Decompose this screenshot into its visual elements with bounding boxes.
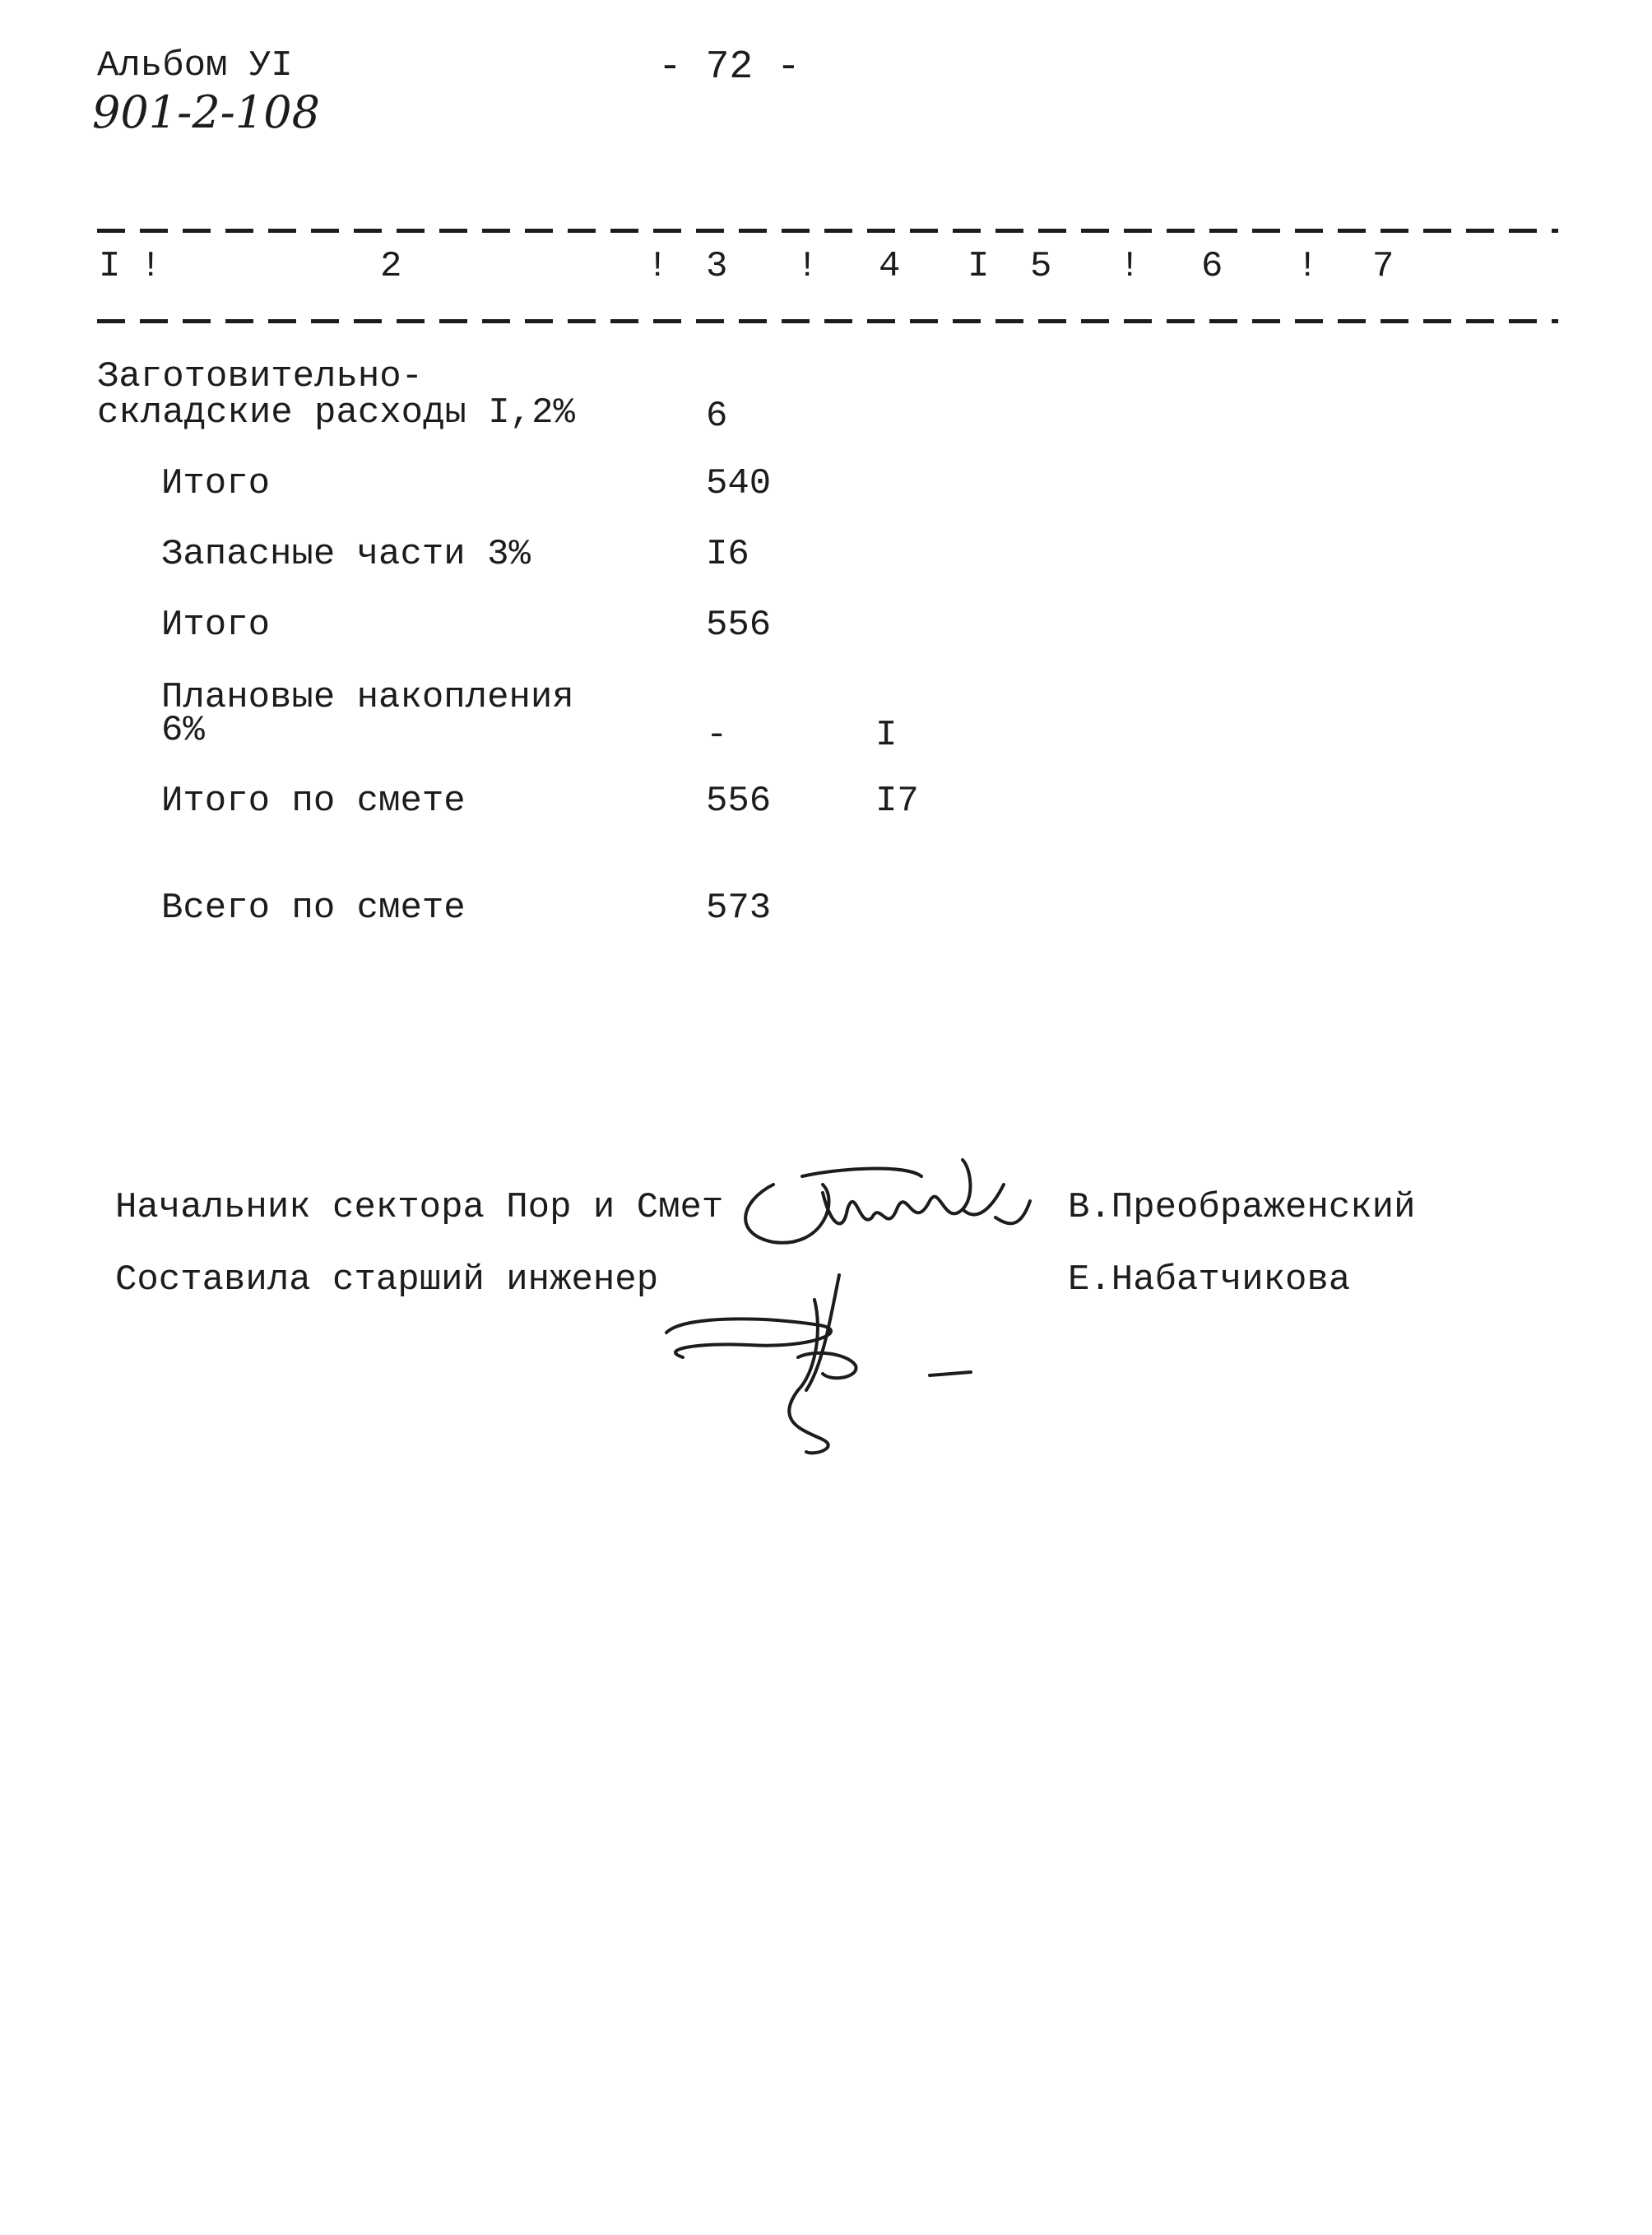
row-label: Итого xyxy=(161,463,271,504)
row-label: Плановые накопления xyxy=(161,677,574,718)
album-code-handwritten: 901-2-108 xyxy=(92,86,320,138)
row-label: Итого xyxy=(161,605,271,646)
table-top-rule xyxy=(97,229,1558,233)
signatory-title: Начальник сектора Пор и Смет xyxy=(115,1187,724,1228)
column-header: 2 xyxy=(380,246,402,287)
row-label: 6% xyxy=(161,710,205,751)
column-header: 7 xyxy=(1372,246,1394,287)
row-value-col3: 556 xyxy=(706,605,772,646)
row-value-col4: I7 xyxy=(875,781,919,822)
column-separator: ! xyxy=(647,246,669,287)
handwritten-signature-2 xyxy=(650,1267,946,1456)
column-separator: ! xyxy=(140,246,162,287)
row-label: Всего по смете xyxy=(161,888,466,929)
row-value-col3: 573 xyxy=(706,888,772,929)
column-separator: ! xyxy=(796,246,819,287)
column-header: 5 xyxy=(1030,246,1052,287)
column-header: 4 xyxy=(879,246,901,287)
column-separator: ! xyxy=(1119,246,1141,287)
album-label: Альбом УI xyxy=(97,45,293,86)
row-value-col3: 6 xyxy=(706,396,728,437)
row-value-col3: 540 xyxy=(706,463,772,504)
row-label: Заготовительно- xyxy=(97,356,424,397)
column-header: 3 xyxy=(706,246,728,287)
table-header-bottom-rule xyxy=(97,319,1558,323)
column-header: 6 xyxy=(1201,246,1223,287)
column-separator: ! xyxy=(1297,246,1319,287)
row-value-col3: I6 xyxy=(706,534,749,575)
row-value-col3: 556 xyxy=(706,781,772,822)
row-value-col4: I xyxy=(875,715,898,756)
row-label: складские расходы I,2% xyxy=(97,392,575,434)
row-value-col3: - xyxy=(706,715,728,756)
signatory-name: В.Преображенский xyxy=(1068,1187,1416,1228)
signatory-name: Е.Набатчикова xyxy=(1068,1259,1351,1301)
row-label: Запасные части 3% xyxy=(161,534,531,575)
page-number: - 72 - xyxy=(658,45,800,90)
signatory-title: Составила старший инженер xyxy=(115,1259,659,1301)
row-label: Итого по смете xyxy=(161,781,466,822)
column-separator: I xyxy=(968,246,990,287)
column-header: I xyxy=(99,246,121,287)
handwritten-signature-1 xyxy=(724,1152,1070,1275)
